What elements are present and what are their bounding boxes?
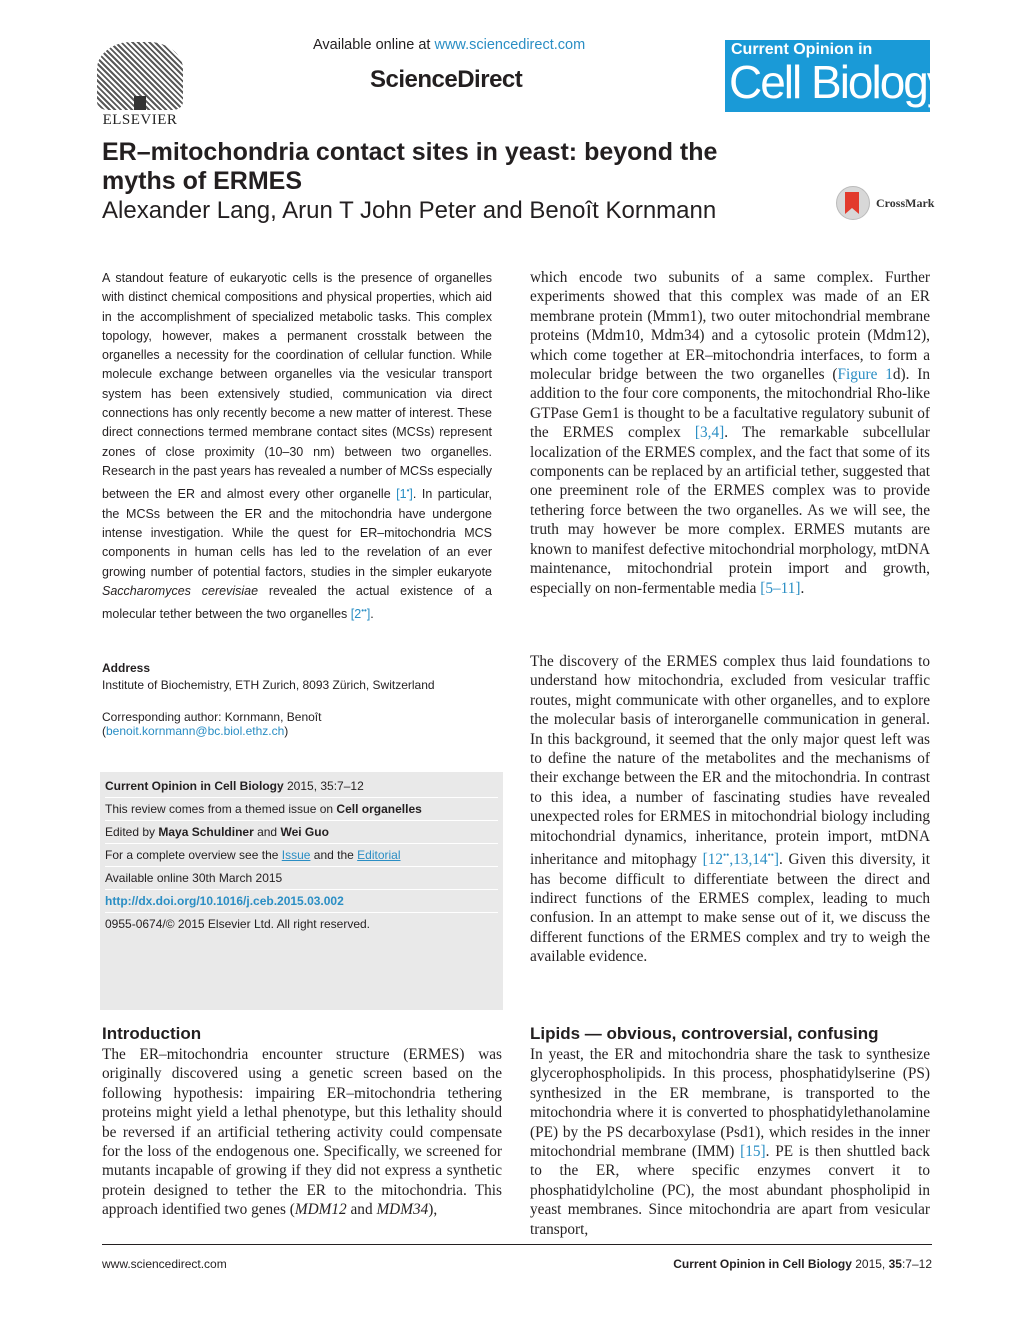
journal-banner-small: Current Opinion in: [731, 41, 873, 58]
introduction-paragraph: The ER–mitochondria encounter structure (ERMES) was originally discovered using a genetic screen based on the following hypothesis: impairing ER–mitochondria tethering proteins might yield a lethal phenotype, but this lethality should be reversed if an artificial tethering activity could compensate for the loss of the endogenous one. Specifically, we screened for mutants incapable of growing if they did not express a synthetic protein designed to tether the ER to the mitochondria. This approach identified two genes (MDM12 and MDM34),: [102, 1046, 502, 1219]
article-title: ER–mitochondria contact sites in yeast: beyond the myths of ERMES: [102, 138, 718, 195]
body-paragraph-2: The discovery of the ERMES complex thus laid foundations to understand how mitochondria, excluded from vesicular traffic routes, might communicate with other organelles, and to explore the molecular basis of interorganelle communication in general. In this background, it seemed that the only major quest left was to define the nature of the metabolites and the mechanisms of their exchange between the ER and the mitochondria. In contrast to this idea, a number of fascinating studies have revealed unexpected roles for ERMES in mitochondrial biology including mitochondrial dynamics, inheritance, protein import, mtDNA inheritance and mitophagy [12••,13,14••]. Given this diversity, it has become difficult to differentiate between the direct and indirect functions of the ERMES complex, leading to much confusion. In an attempt to make sense out of it, we discuss the different functions of the ERMES complex and try to weigh the available evidence.: [530, 653, 931, 966]
info-editors: Edited by Maya Schuldiner and Wei Guo: [105, 825, 329, 839]
abstract: A standout feature of eukaryotic cells is the presence of organelles with distinct chemical compositions and physical properties, which aid in the accomplishment of specialized metabolic tasks. This complex topology, however, makes a permanent crosstalk between the organelles a necessity for the coordination of cellular function. While molecule exchange between organelles via the vesicular transport system has been extensively studied, communication via direct connections has only recently become a new matter of interest. These direct connections termed membrane contact sites (MCSs) represent zones of close proximity (10–30 nm) between two organelles. Research in the past years has revealed a number of MCSs especially between the ER and almost every other organelle [1•]. In particular, the MCSs between the ER and the mitochondria have undergone intense investigation. While the quest for ER–mitochondria MCS components in human cells has led to the revelation of an ever growing number of potential factors, studies in the simpler eukaryote Saccharomyces cerevisiae revealed the actual existence of a molecular tether between the two organelles [2••].: [102, 271, 492, 622]
editorial-link[interactable]: Editorial: [357, 848, 401, 862]
issue-link[interactable]: Issue: [281, 848, 311, 862]
footer-website: www.sciencedirect.com: [102, 1257, 227, 1271]
address-heading: Address: [102, 661, 151, 675]
info-copyright: 0955-0674/© 2015 Elsevier Ltd. All right reserved.: [105, 917, 370, 931]
journal-banner-big: Cell Biology: [729, 56, 948, 108]
article-info-box: [100, 772, 503, 1010]
info-themed-issue: This review comes from a themed issue on Cell organelles: [105, 802, 422, 816]
article-authors: Alexander Lang, Arun T John Peter and Benoît Kornmann: [102, 197, 717, 224]
footer-rule: [102, 1244, 932, 1245]
info-doi: [105, 894, 344, 908]
sciencedirect-title: ScienceDirect: [370, 66, 523, 93]
info-citation: Current Opinion in Cell Biology 2015, 35:7–12: [105, 779, 364, 793]
info-available: Available online 30th March 2015: [105, 871, 283, 885]
available-online: Available online at www.sciencedirect.com: [313, 37, 586, 53]
info-overview: For a complete overview see the Issue and the Editorial: [105, 848, 401, 862]
address-text: Institute of Biochemistry, ETH Zurich, 8093 Zürich, Switzerland: [102, 678, 435, 692]
section-heading-introduction: Introduction: [102, 1024, 202, 1043]
ref-link[interactable]: [5–11]: [760, 579, 801, 597]
body-paragraph-1: which encode two subunits of a same complex. Further experiments showed that this complex was made of an ER membrane protein (Mmm1), two outer mitochondrial membrane proteins (Mdm10, Mdm34) and a cytosolic protein (Mdm12), which come together at ER–mitochondria interfaces, to form a molecular bridge between the two organelles (Figure 1d). In addition to the four core components, the mitochondrial Rho-like GTPase Gem1 is thought to be a facultative regulatory subunit of the ERMES complex [3,4]. The remarkable subcellular localization of the ERMES complex, and the fact that some of its components can be replaced by an artificial tether, suggested that one preeminent role of the ERMES complex was to provide tethering force between the two organelles. As we will see, the truth may however be more complex. ERMES mutants are known to manifest defective mitochondrial morphology, mtDNA maintenance, mitochondrial protein import and growth, especially on non-fermentable media [5–11].: [530, 269, 930, 597]
corresponding-email: (benoit.kornmann@bc.biol.ethz.ch): [102, 724, 289, 738]
ref-link[interactable]: [1•]: [396, 486, 413, 502]
lipids-paragraph: In yeast, the ER and mitochondria share the task to synthesize glycerophospholipids. In this process, phosphatidylserine (PS) synthesized in the ER membrane, is transported to the mitochondria where it is converted to phosphatidylethanolamine (PE) by the PS decarboxylase (Psd1), which resides in the inner mitochondrial membrane (IMM) [15]. PE is then shuttled back to the ER, where specific enzymes convert it to phosphatidylcholine (PC), the most abundant phospholipid in yeast membranes. Since mitochondria are apart from vesicular transport,: [530, 1046, 931, 1238]
crossmark-button[interactable]: [836, 186, 936, 220]
ref-link[interactable]: [3,4]: [694, 424, 725, 442]
sciencedirect-link[interactable]: www.sciencedirect.com: [434, 37, 586, 53]
elsevier-wordmark: ELSEVIER: [102, 112, 178, 128]
ref-link[interactable]: [12••,13,14••]: [702, 850, 779, 869]
figure-link[interactable]: Figure 1: [837, 366, 893, 384]
crossmark-label: CrossMark: [876, 196, 935, 210]
elsevier-tree-trunk: [134, 96, 146, 110]
doi-link[interactable]: http://dx.doi.org/10.1016/j.ceb.2015.03.002: [105, 894, 344, 908]
ref-link[interactable]: [15]: [740, 1143, 766, 1161]
footer-citation: Current Opinion in Cell Biology 2015, 35:7–12: [673, 1257, 932, 1271]
ref-link[interactable]: [2••]: [350, 606, 371, 622]
elsevier-logo: [97, 42, 183, 128]
email-link[interactable]: benoit.kornmann@bc.biol.ethz.ch: [106, 724, 285, 738]
section-heading-lipids: Lipids — obvious, controversial, confusing: [530, 1024, 879, 1043]
corresponding-author: Corresponding author: Kornmann, Benoît: [102, 710, 322, 724]
journal-banner: [725, 40, 948, 112]
